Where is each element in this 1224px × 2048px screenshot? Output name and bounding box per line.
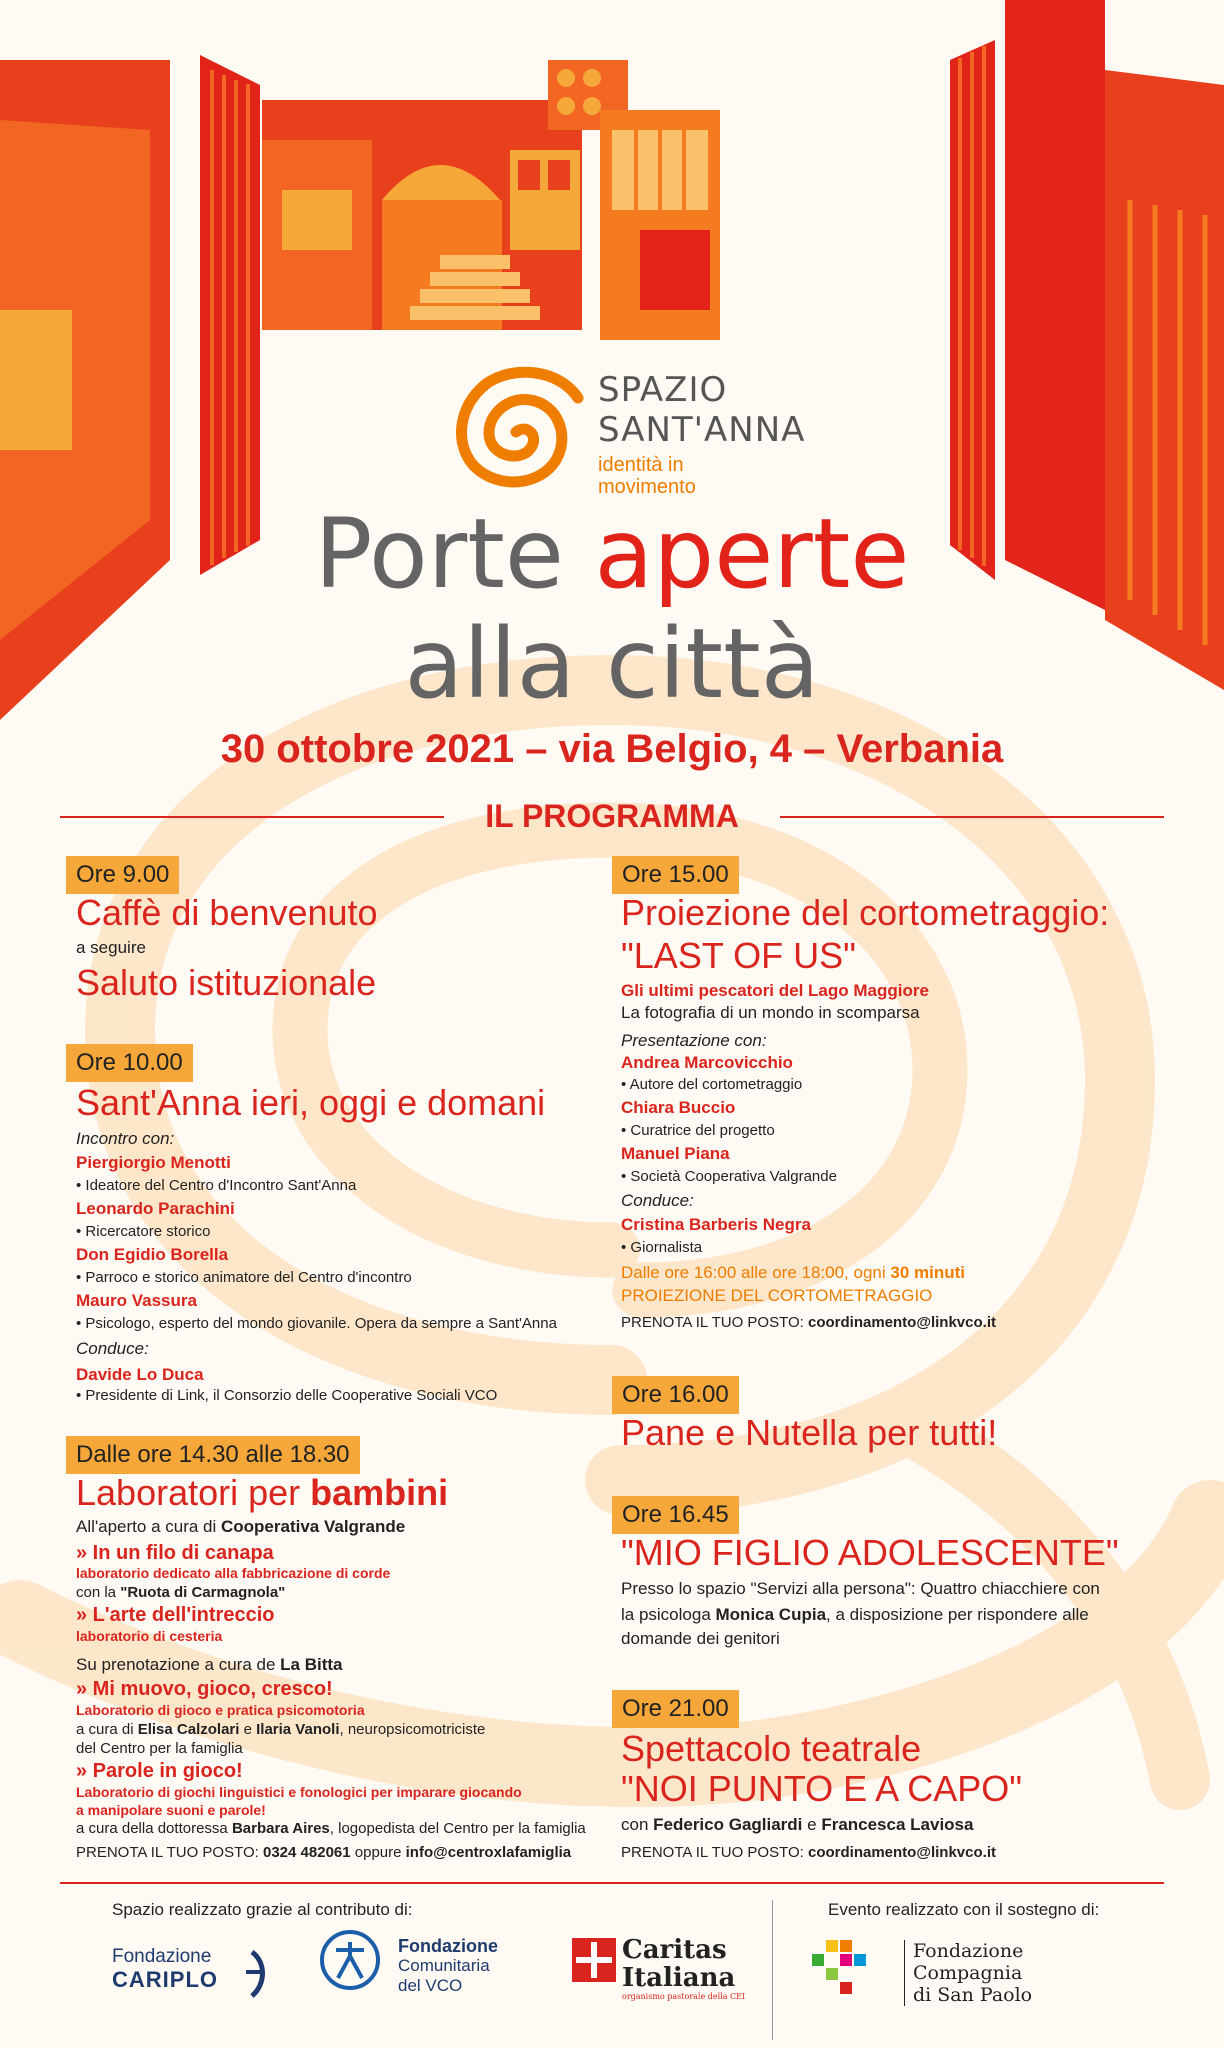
logo-name-line2: SANT'ANNA [598,410,806,450]
title-lab-a: Laboratori per [76,1472,311,1513]
w3c-b: Elisa Calzolari [137,1721,240,1738]
event-title-nutella: Pane e Nutella per tutti! [621,1412,998,1453]
workshop-title: » Parole in gioco! [76,1760,243,1782]
incontro-label: Incontro con: [76,1129,175,1148]
workshop-credit [76,1582,285,1604]
caritas-line3: organismo pastorale della CEI [622,1992,746,2001]
event-dateline: 30 ottobre 2021 – via Belgio, 4 – Verbania [220,727,1004,771]
booking-intro [76,1654,343,1676]
book-a: PRENOTA IL TUO POSTO: [621,1314,808,1331]
time-badge-1430: Dalle ore 14.30 alle 18.30 [66,1436,360,1474]
book-c: oppure [350,1844,406,1861]
speaker-role: • Autore del cortometraggio [621,1076,803,1093]
book-a: PRENOTA IL TUO POSTO: [621,1844,808,1861]
film-subtitle: Gli ultimi pescatori del Lago Maggiore [621,981,929,1000]
logo-name-line1: SPAZIO [598,370,728,410]
event-title-adolescente: "MIO FIGLIO ADOLESCENTE" [621,1532,1119,1573]
event-title-laboratori [76,1472,448,1514]
host-role: • Presidente di Link, il Consorzio delle Cooperative Sociali VCO [76,1387,498,1404]
l1d: Francesca Laviosa [821,1815,974,1834]
film-tagline: La fotografia di un mondo in scomparsa [621,1003,920,1022]
speaker-role: • Curatrice del progetto [621,1122,775,1139]
program-heading: IL PROGRAMMA [485,798,739,834]
logo-fondazione-cariplo [112,1946,218,1992]
host-name: Cristina Barberis Negra [621,1215,811,1234]
workshop-credit-2: del Centro per la famiglia [76,1740,243,1757]
book-phone[interactable]: 0324 482061 [263,1844,351,1861]
footer-right-label: Evento realizzato con il sostegno di: [828,1900,1100,1919]
w1c-b: "Ruota di Carmagnola" [120,1584,286,1601]
l2b: Monica Cupia [715,1605,827,1624]
time-badge-1600: Ore 16.00 [612,1376,739,1414]
sched-a: Dalle ore 16:00 alle ore 18:00, ogni [621,1263,891,1282]
speaker-name: Chiara Buccio [621,1098,736,1117]
booking-info-film [621,1312,996,1334]
fcvco-line2: Comunitaria [398,1956,490,1975]
lab-intro [76,1516,405,1538]
book-email[interactable]: info@centroxlafamiglia [405,1844,572,1861]
logo-fondazione-compagnia-sanpaolo [904,1940,1032,2006]
book-email[interactable]: coordinamento@linkvco.it [808,1314,996,1331]
adolescente-desc-3: domande dei genitori [621,1629,780,1648]
csp-line2: Compagnia [913,1962,1023,1984]
workshop-desc: laboratorio dedicato alla fabbricazione di corde [76,1565,391,1581]
host-role: • Giornalista [621,1239,703,1256]
speaker-name: Mauro Vassura [76,1291,197,1310]
logo-tagline-line1: identità in [598,454,684,476]
l1b: Federico Gagliardi [653,1815,803,1834]
workshop-title: » In un filo di canapa [76,1542,274,1564]
speaker-role: • Parroco e storico animatore del Centro d'incontro [76,1269,412,1286]
workshop-title: » Mi muovo, gioco, cresco! [76,1678,333,1700]
cariplo-line1: Fondazione [112,1946,212,1967]
speaker-name: Don Egidio Borella [76,1245,229,1264]
title-lab-b: bambini [310,1472,449,1513]
title-line1 [0,500,1224,608]
conduce-label: Conduce: [621,1191,694,1210]
lab-intro-b: Cooperativa Valgrande [221,1517,406,1536]
spazio-santanna-logo [450,368,806,498]
workshop-desc: laboratorio di cesteria [76,1628,223,1644]
logo-caritas-italiana [622,1936,745,2002]
conduce-label: Conduce: [76,1339,149,1358]
event-sub-seguire: a seguire [76,938,146,957]
event-title-santanna: Sant'Anna ieri, oggi e domani [76,1082,546,1123]
time-badge-1500: Ore 15.00 [612,856,739,894]
speaker-role: • Ideatore del Centro d'Incontro Sant'Anna [76,1177,357,1194]
event-title-saluto: Saluto istituzionale [76,962,377,1003]
time-badge-2100: Ore 21.00 [612,1690,739,1728]
speaker-name: Manuel Piana [621,1144,730,1163]
event-title-lastofus: "LAST OF US" [621,935,856,976]
speaker-name: Piergiorgio Menotti [76,1153,231,1172]
workshop-desc: Laboratorio di giochi linguistici e fonologici per imparare giocando [76,1784,522,1800]
adolescente-desc-2 [621,1604,1089,1626]
w3c-d: Ilaria Vanoli [256,1721,340,1738]
footer-separator [60,1882,1164,1884]
screening-label: PROIEZIONE DEL CORTOMETRAGGIO [621,1286,933,1305]
booking-info-theatre [621,1842,996,1864]
title-porte: Porte [314,498,595,610]
l1a: con [621,1815,654,1834]
workshop-desc: Laboratorio di gioco e pratica psicomotoria [76,1702,365,1718]
event-title-caffe: Caffè di benvenuto [76,892,378,933]
l2c: , a disposizione per rispondere alle [826,1605,1089,1624]
time-badge-1645: Ore 16.45 [612,1496,739,1534]
event-title-noipunto: "NOI PUNTO E A CAPO" [621,1768,1022,1809]
logo-fondazione-comunitaria-vco [398,1936,498,1996]
event-title-proiezione: Proiezione del cortometraggio: [621,892,1110,933]
fcvco-line3: del VCO [398,1976,463,1995]
speaker-role: • Società Cooperativa Valgrande [621,1168,837,1185]
w3c-e: , neuropsicomotriciste [339,1721,486,1738]
footer-vertical-divider [772,1900,773,2040]
book-email[interactable]: coordinamento@linkvco.it [808,1844,996,1861]
footer-left-label: Spazio realizzato grazie al contributo di: [112,1900,413,1919]
csp-line3: di San Paolo [913,1984,1033,2006]
lab-intro-a: All'aperto a cura di [76,1517,221,1536]
l2a: la psicologa [621,1605,716,1624]
title-aperte: aperte [594,498,910,610]
w4c-c: , logopedista del Centro per la famiglia [329,1820,586,1837]
workshop-credit [76,1818,586,1840]
presentazione-label: Presentazione con: [621,1031,767,1050]
cariplo-line2: CARIPLO [112,1967,218,1992]
l1c: e [802,1815,822,1834]
caritas-line1: Caritas [622,1935,727,1965]
time-badge-1000: Ore 10.00 [66,1044,193,1082]
booking-info-left [76,1842,571,1864]
host-name: Davide Lo Duca [76,1365,204,1384]
logo-tagline-line2: movimento [598,476,696,498]
w3c-a: a cura di [76,1721,138,1738]
speaker-name: Leonardo Parachini [76,1199,235,1218]
csp-line1: Fondazione [913,1940,1024,1962]
title-line2: alla città [404,608,820,720]
caritas-line2: Italiana [622,1963,736,1993]
fcvco-line1: Fondazione [398,1936,498,1956]
adolescente-desc-1: Presso lo spazio "Servizi alla persona": Quattro chiacchiere con [621,1579,1100,1598]
w1c-a: con la [76,1584,121,1601]
event-title-spettacolo: Spettacolo teatrale [621,1728,922,1769]
time-badge-0900: Ore 9.00 [66,856,179,894]
speaker-role: • Psicologo, esperto del mondo giovanile. Opera da sempre a Sant'Anna [76,1315,557,1332]
sched-b: 30 minuti [890,1263,965,1282]
w4c-b: Barbara Aires [231,1820,330,1837]
p1a: Su prenotazione a cura de [76,1655,281,1674]
theatre-cast [621,1814,973,1836]
workshop-title: » L'arte dell'intreccio [76,1604,275,1626]
w4c-a: a cura della dottoressa [76,1820,232,1837]
speaker-role: • Ricercatore storico [76,1223,211,1240]
screening-schedule [621,1262,965,1284]
w3c-c: e [239,1721,257,1738]
book-a: PRENOTA IL TUO POSTO: [76,1844,263,1861]
speaker-name: Andrea Marcovicchio [621,1053,793,1072]
p1b: La Bitta [280,1655,343,1674]
workshop-desc: a manipolare suoni e parole! [76,1802,266,1818]
